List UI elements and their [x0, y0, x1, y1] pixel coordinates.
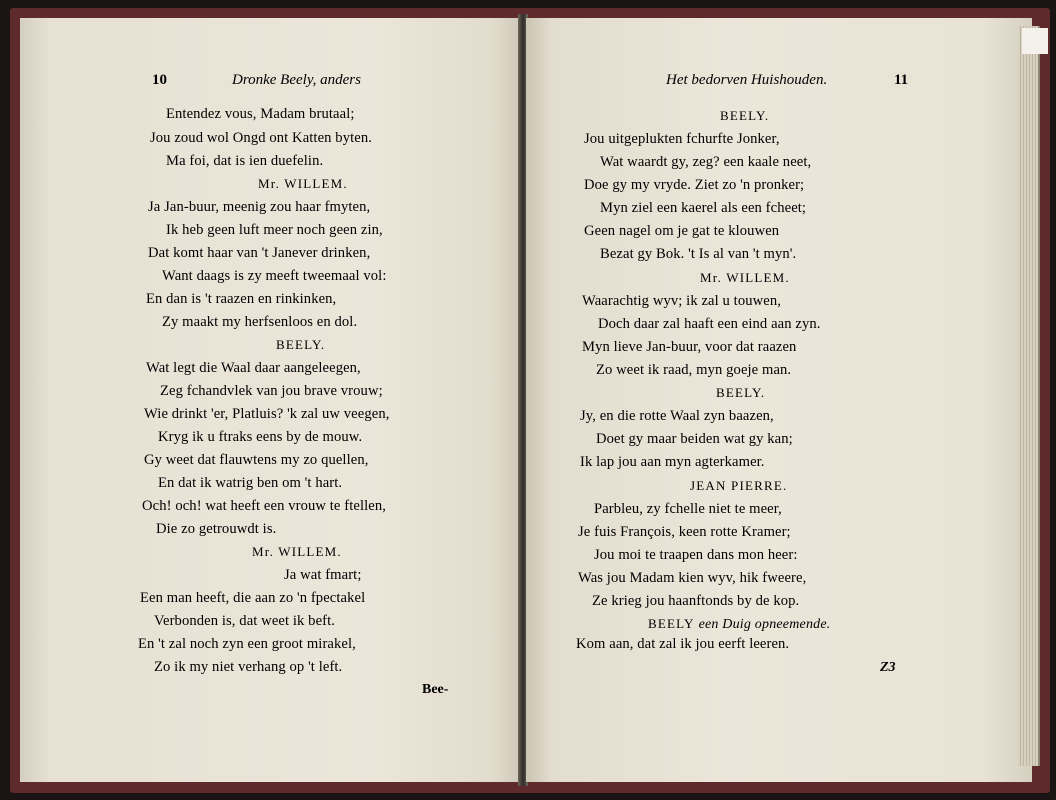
verse-line: Doe gy my vryde. Ziet zo 'n pronker;	[584, 177, 805, 193]
speaker-name: JEAN PIERRE.	[690, 478, 788, 493]
verse-line: Dat komt haar van 't Janever drinken,	[148, 245, 371, 261]
verse-line: Kryg ik u ftraks eens by de mouw.	[158, 429, 363, 445]
verse-line: Ja Jan-buur, meenig zou haar fmyten,	[148, 199, 371, 215]
verse-line: Zo weet ik raad, myn goeje man.	[596, 362, 792, 378]
verse-line: Ik heb geen luft meer noch geen zin,	[166, 222, 383, 238]
background-corner	[1022, 28, 1048, 54]
right-running-head: Het bedorven Huishouden.	[666, 72, 828, 88]
speaker-name: BEELY.	[720, 108, 770, 123]
verse-line: Jou zoud wol Ongd ont Katten byten.	[150, 130, 372, 146]
stage-direction	[648, 616, 830, 633]
verse-line: Verbonden is, dat weet ik beft.	[154, 613, 336, 629]
stage-direction-text: een Duig opneemende.	[698, 617, 831, 632]
verse-line: Ma foi, dat is ien duefelin.	[166, 153, 324, 169]
speaker-name: BEELY.	[716, 385, 766, 400]
speaker-name: BEELY	[648, 616, 695, 631]
verse-line: Ik lap jou aan myn agterkamer.	[580, 454, 765, 470]
verse-line: Ja wat fmart;	[284, 567, 362, 583]
verse-line: Jou uitgeplukten fchurfte Jonker,	[584, 131, 780, 147]
verse-line: Was jou Madam kien wyv, hik fweere,	[578, 570, 807, 586]
verse-line: Zeg fchandvlek van jou brave vrouw;	[160, 383, 383, 399]
verse-line: Ze krieg jou haanftonds by de kop.	[592, 593, 800, 609]
catchword: Bee-	[422, 682, 449, 697]
verse-line: Jou moi te traapen dans mon heer:	[594, 547, 798, 563]
page-fore-edge	[1018, 26, 1040, 766]
verse-line: Bezat gy Bok. 't Is al van 't myn'.	[600, 246, 797, 262]
verse-line: Gy weet dat flauwtens my zo quellen,	[144, 452, 369, 468]
verse-line: Jy, en die rotte Waal zyn baazen,	[580, 408, 774, 424]
verse-line: Zy maakt my herfsenloos en dol.	[162, 314, 358, 330]
verse-line: Waarachtig wyv; ik zal u touwen,	[582, 293, 781, 309]
verse-line: Geen nagel om je gat te klouwen	[584, 223, 780, 239]
left-page-number: 10	[152, 72, 167, 88]
verse-line: Doet gy maar beiden wat gy kan;	[596, 431, 793, 447]
right-page-number: 11	[894, 72, 909, 88]
verse-line: Een man heeft, die aan zo 'n fpectakel	[140, 590, 366, 606]
catchword: Z3	[880, 660, 896, 675]
verse-line: Myn ziel een kaerel als een fcheet;	[600, 200, 807, 216]
verse-line: Parbleu, zy fchelle niet te meer,	[594, 501, 782, 517]
speaker-name: BEELY.	[276, 337, 326, 352]
verse-line: En dan is 't raazen en rinkinken,	[146, 291, 337, 307]
verse-line: Och! och! wat heeft een vrouw te ftellen,	[142, 498, 386, 514]
speaker-name: Mr. WILLEM.	[700, 270, 790, 285]
verse-line: Je fuis François, keen rotte Kramer;	[578, 524, 791, 540]
verse-line: Want daags is zy meeft tweemaal vol:	[162, 268, 387, 284]
verse-line: Entendez vous, Madam brutaal;	[166, 106, 355, 122]
verse-line: Wat legt die Waal daar aangeleegen,	[146, 360, 361, 376]
bleed-through-text	[400, 110, 403, 126]
verse-line: Die zo getrouwdt is.	[156, 521, 277, 537]
verse-line: Doch daar zal haaft een eind aan zyn.	[598, 316, 821, 332]
verse-line: Myn lieve Jan-buur, voor dat raazen	[582, 339, 797, 355]
verse-line: En 't zal noch zyn een groot mirakel,	[138, 636, 356, 652]
left-running-head: Dronke Beely, anders	[232, 72, 361, 88]
verse-line: En dat ik watrig ben om 't hart.	[158, 475, 343, 491]
speaker-name: Mr. WILLEM.	[258, 176, 348, 191]
verse-line: Kom aan, dat zal ik jou eerft leeren.	[576, 636, 790, 652]
verse-line: Zo ik my niet verhang op 't left.	[154, 659, 343, 675]
verse-line: Wat waardt gy, zeg? een kaale neet,	[600, 154, 812, 170]
speaker-name: Mr. WILLEM.	[252, 544, 342, 559]
verse-line: Wie drinkt 'er, Platluis? 'k zal uw veegen,	[144, 406, 390, 422]
